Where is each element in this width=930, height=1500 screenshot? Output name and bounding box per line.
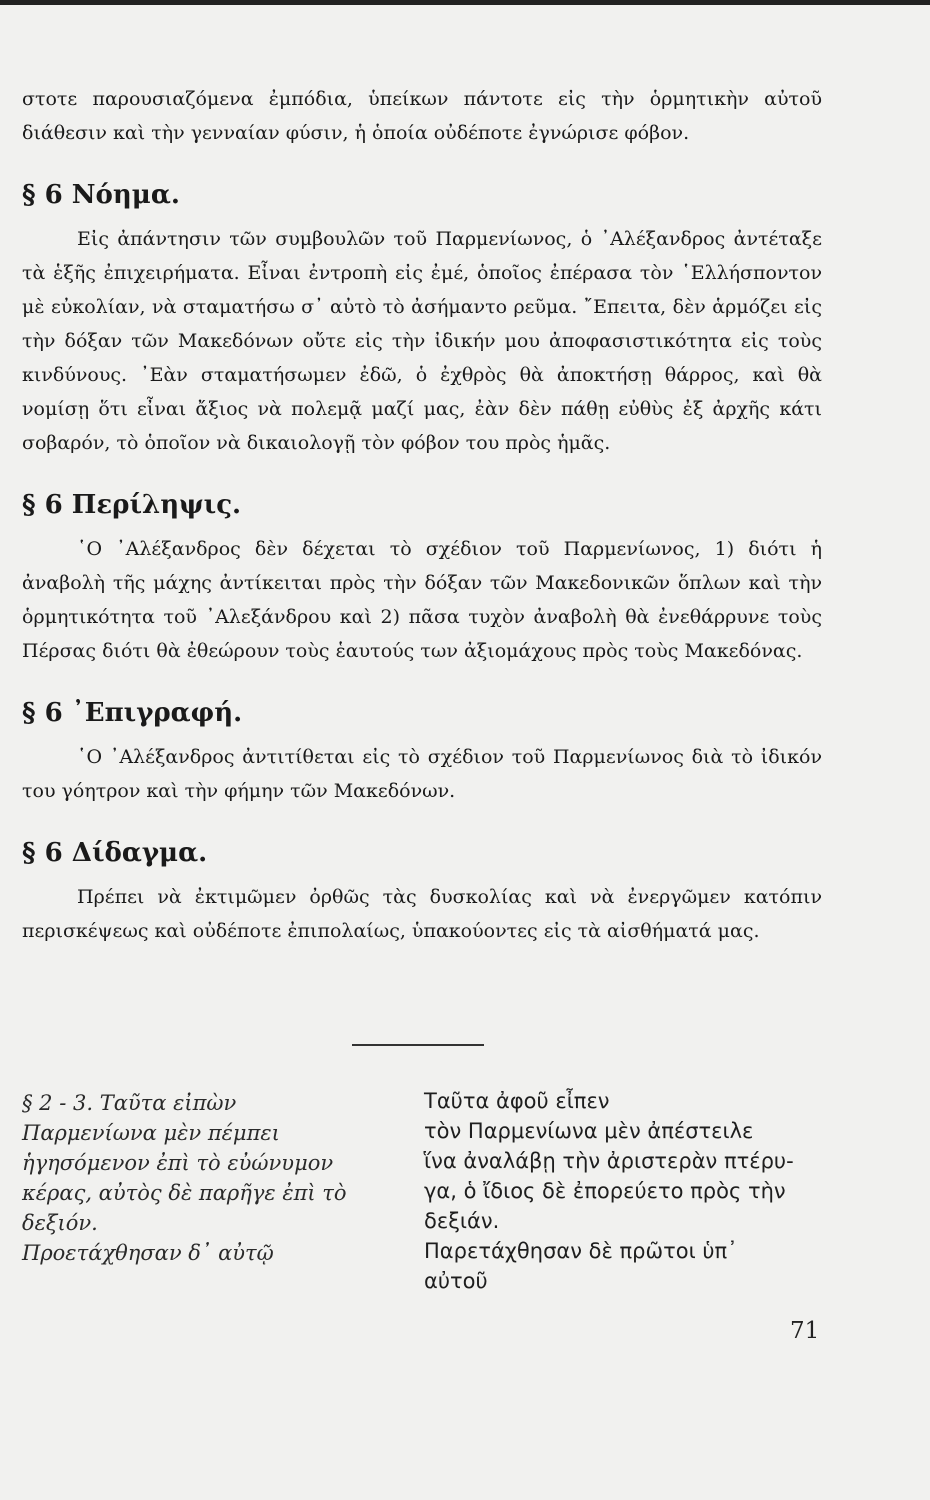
- divider-rule: [352, 1044, 484, 1046]
- section-heading-epigrafi: § 6 ᾿Επιγραφή.: [22, 698, 243, 728]
- original-line: Προετάχθησαν δ᾿ αὐτῷ: [22, 1241, 274, 1265]
- original-line: Παρμενίωνα μὲν πέμπει: [22, 1121, 280, 1145]
- section-text-epigrafi: ῾Ο ᾿Αλέξανδρος ἀντιτίθεται εἰς τὸ σχέδιον τοῦ Παρμενίωνος διὰ τὸ ἰδικόν του γόητρον καὶ τὴν φήμην τῶν Μακεδόνων.: [22, 746, 822, 802]
- original-line: ἡγησόμενον ἐπὶ τὸ εὐώνυμον: [22, 1151, 334, 1175]
- section-text-perilipsis: ῾Ο ᾿Αλέξανδρος δὲν δέχεται τὸ σχέδιον τοῦ Παρμενίωνος, 1) διότι ἡ ἀναβολὴ τῆς μάχης ἀντίκειται πρὸς τὴν δόξαν τῶν Μακεδονικῶν ὅπλων καὶ τὴν ὁρμητικότητα τοῦ ᾿Αλεξάνδρου καὶ 2) πᾶσα τυχὸν ἀναβολὴ θὰ ἐνεθάρρυνε τοὺς Πέρσας διότι θὰ ἐθεώρουν τοὺς ἑαυτούς των ἀξιομάχους πρὸς τοὺς Μακεδόνας.: [22, 538, 822, 662]
- intro-paragraph: στοτε παρουσιαζόμενα ἐμπόδια, ὑπείκων πάντοτε εἰς τὴν ὁρμητικὴν αὐτοῦ διάθεσιν καὶ τὴν γενναίαν φύσιν, ἡ ὁποία οὐδέποτε ἐγνώρισε φόβον.: [22, 88, 822, 144]
- translation-line: αὐτοῦ: [424, 1269, 488, 1293]
- translation-line: ἵνα ἀναλάβῃ τὴν ἀριστερὰν πτέρυ-: [424, 1149, 794, 1173]
- original-text-column: [22, 1088, 392, 1268]
- translation-line: δεξιάν.: [424, 1209, 500, 1233]
- section-text-didagma: Πρέπει νὰ ἐκτιμῶμεν ὀρθῶς τὰς δυσκολίας καὶ νὰ ἐνεργῶμεν κατόπιν περισκέψεως καὶ οὐδέποτε ἐπιπολαίως, ὑπακούοντες εἰς τὰ αἰσθήματά μας.: [22, 886, 822, 942]
- translation-line: Ταῦτα ἀφοῦ εἶπεν: [424, 1089, 610, 1113]
- page-body: [22, 82, 822, 948]
- page-number: 71: [790, 1318, 820, 1344]
- top-edge-line: [0, 0, 930, 5]
- original-line: δεξιόν.: [22, 1211, 98, 1235]
- translation-line: τὸν Παρμενίωνα μὲν ἀπέστειλε: [424, 1119, 754, 1143]
- original-line: κέρας, αὐτὸς δὲ παρῆγε ἐπὶ τὸ: [22, 1181, 347, 1205]
- section-heading-perilipsis: § 6 Περίληψις.: [22, 490, 242, 520]
- section-text-noima: Εἰς ἀπάντησιν τῶν συμβουλῶν τοῦ Παρμενίωνος, ὁ ᾿Αλέξανδρος ἀντέταξε τὰ ἑξῆς ἐπιχειρήματα. Εἶναι ἐντροπὴ εἰς ἐμέ, ὁποῖος ἐπέρασα τὸν ῾Ελλήσποντον μὲ εὐκολίαν, νὰ σταματήσω σ᾿ αὐτὸ τὸ ἀσήμαντο ρεῦμα. ῎Επειτα, δὲν ἁρμόζει εἰς τὴν δόξαν τῶν Μακεδόνων οὔτε εἰς τὴν ἰδικήν μου ἀποφασιστικότητα εἰς τοὺς κινδύνους. ᾿Εὰν σταματήσωμεν ἐδῶ, ὁ ἐχθρὸς θὰ ἀποκτήσῃ θάρρος, καὶ θὰ νομίσῃ ὅτι εἶναι ἄξιος νὰ πολεμᾷ μαζί μας, ἐὰν δὲν πάθῃ εὐθὺς ἐξ ἀρχῆς κάτι σοβαρόν, τὸ ὁποῖον νὰ δικαιολογῇ τὸν φόβον του πρὸς ἡμᾶς.: [22, 228, 822, 454]
- translation-line: γα, ὁ ἴδιος δὲ ἐπορεύετο πρὸς τὴν: [424, 1179, 786, 1203]
- section-heading-didagma: § 6 Δίδαγμα.: [22, 838, 208, 868]
- translation-line: Παρετάχθησαν δὲ πρῶτοι ὑπ᾿: [424, 1239, 738, 1263]
- original-line: § 2 - 3. Ταῦτα εἰπὼν: [22, 1091, 237, 1115]
- translation-column: [424, 1086, 820, 1296]
- section-heading-noima: § 6 Νόημα.: [22, 180, 180, 210]
